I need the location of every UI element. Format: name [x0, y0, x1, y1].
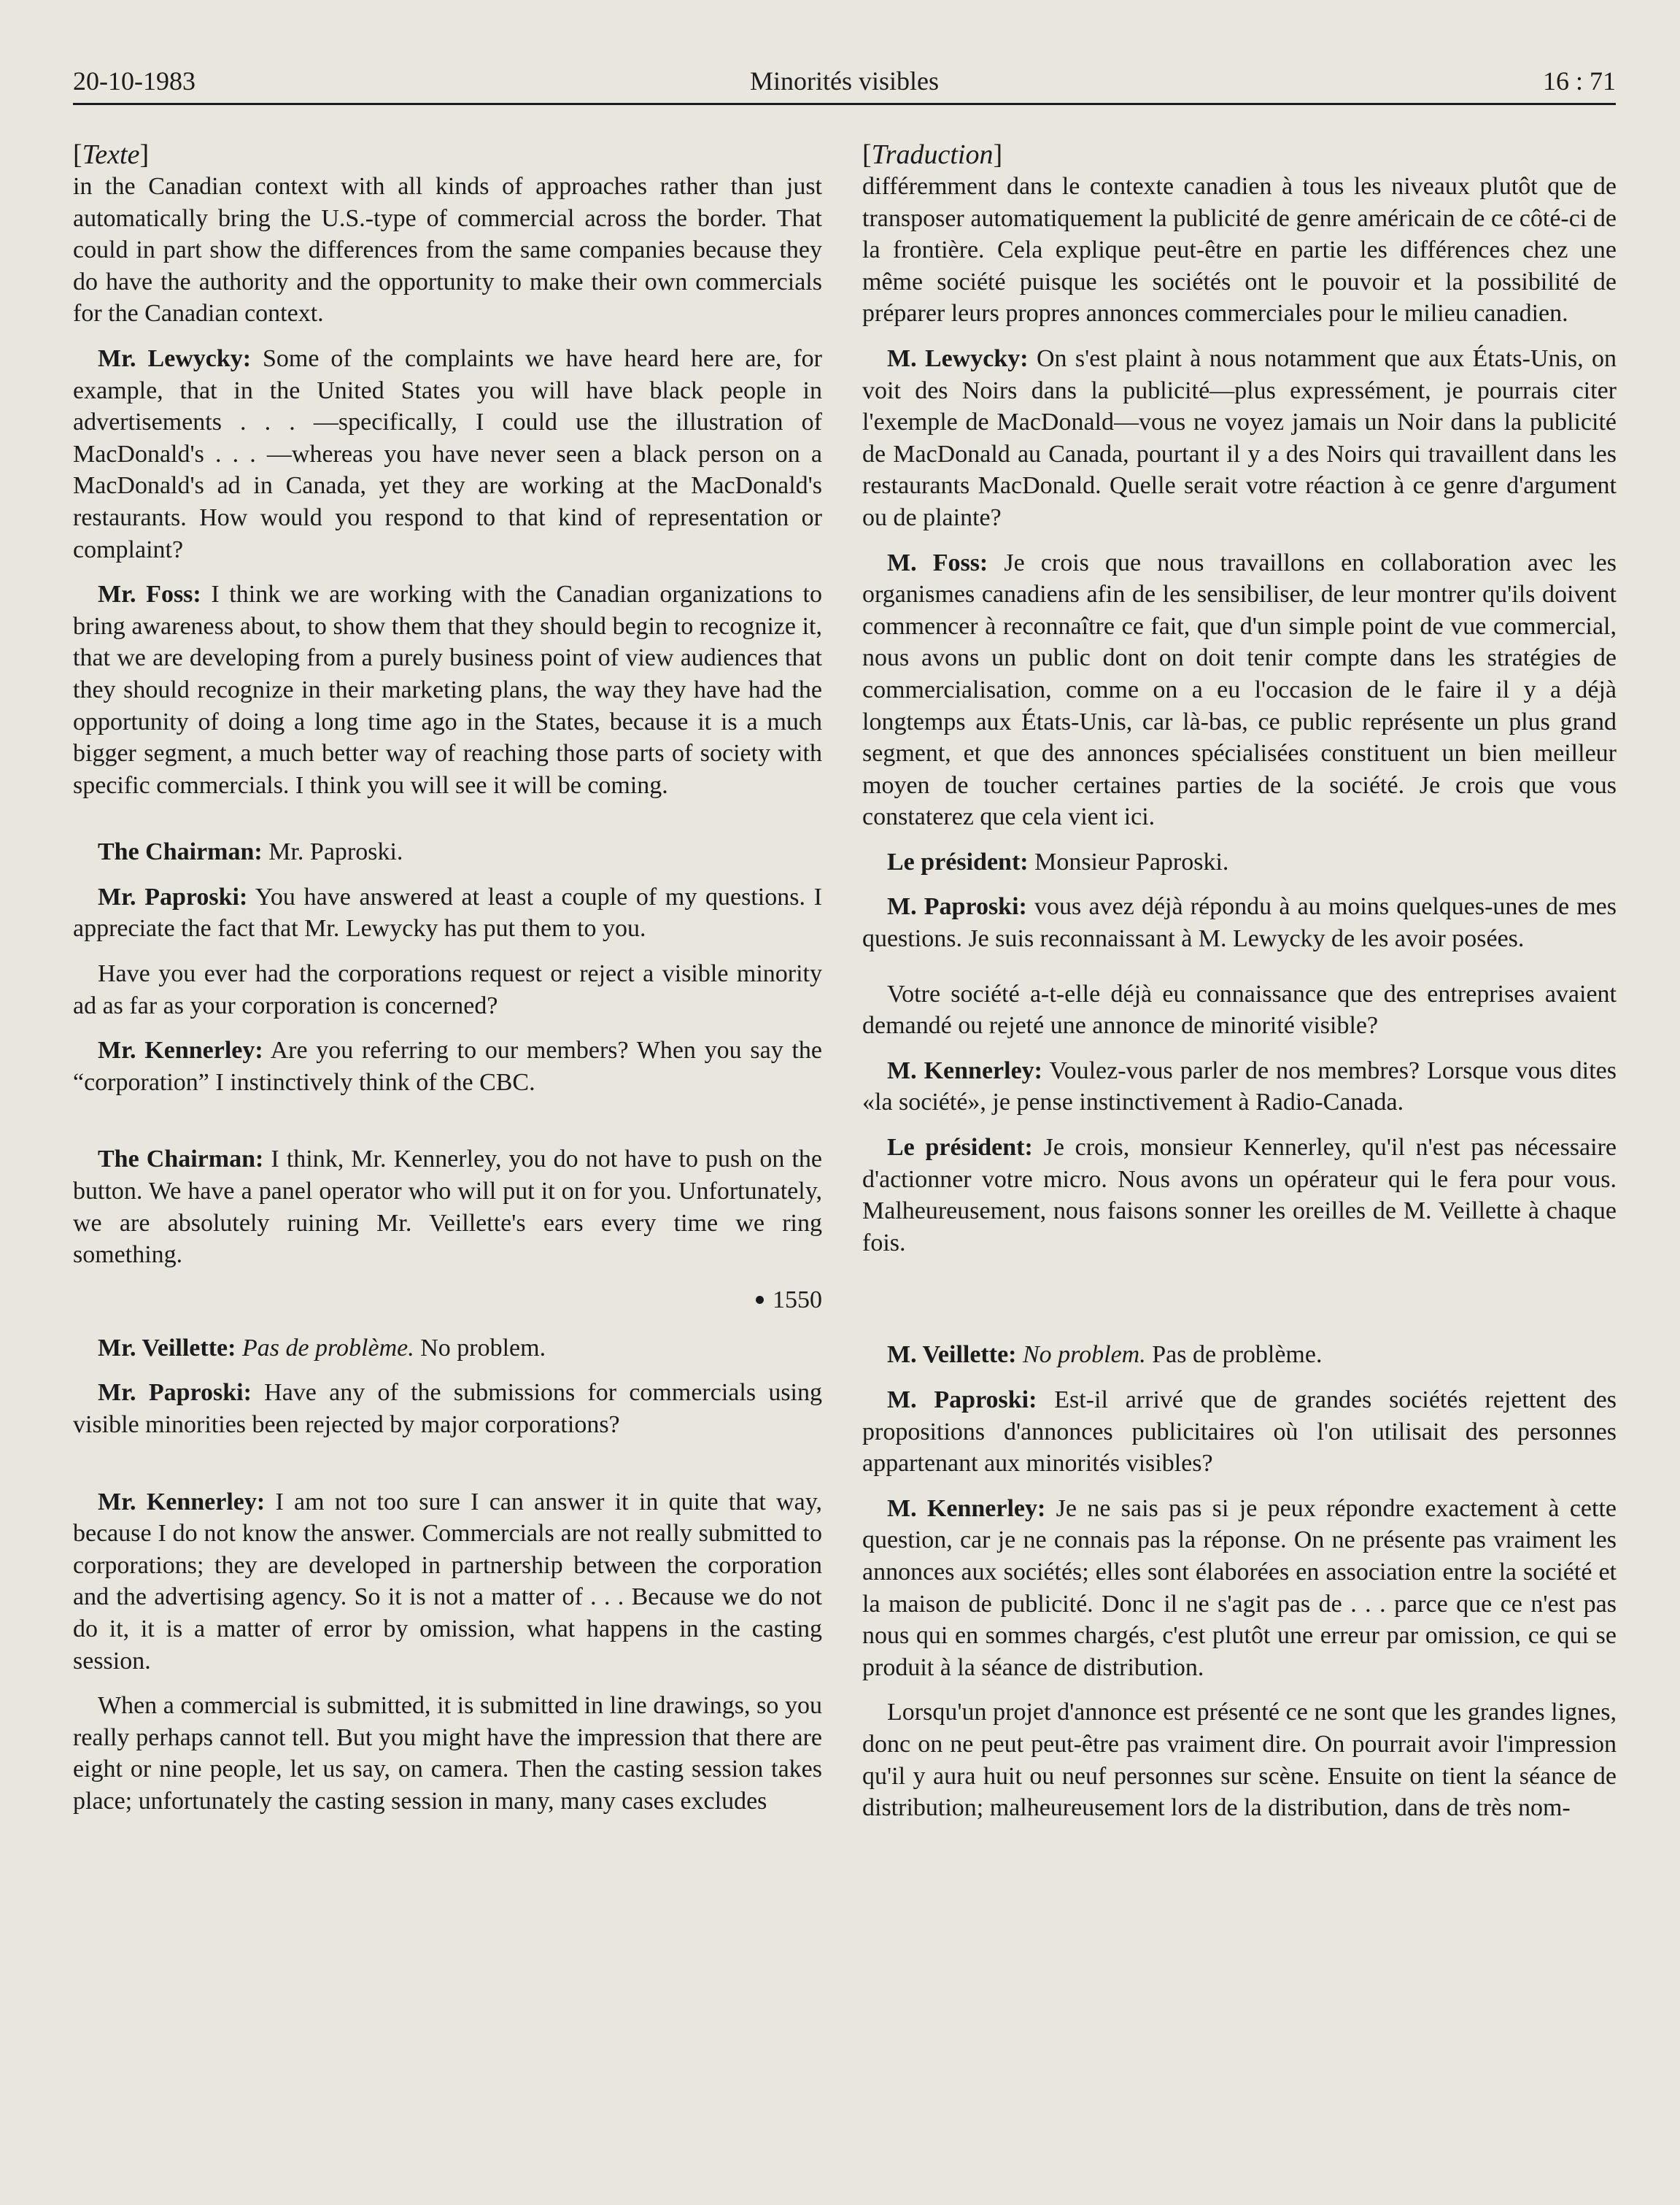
speaker-name: Mr. Lewycky:	[98, 344, 252, 372]
column-label: [Traduction]	[862, 139, 1003, 170]
header-page-number: 16 : 71	[1542, 66, 1616, 96]
speaker-name: M. Paproski:	[887, 1386, 1037, 1413]
speech-lewycky: M. Lewycky: On s'est plaint à nous notamment que aux États-Unis, on voit des Noirs dans la publicité—plus expressément, je pourrais citer l'exemple de MacDonald—vous ne voyez jamais un Noir dans la publicité de MacDonald au Canada, pourtant il y a des Noirs qui travaillent dans les restaurants MacDonald. Quelle serait votre réaction à ce genre d'argument ou de plainte?	[862, 344, 1617, 531]
time-marker: 1550	[73, 1284, 822, 1316]
paragraph: différemment dans le contexte canadien à tous les niveaux plutôt que de transposer automatiquement la publicité de genre américain de ce côté-ci de la frontière. Cela explique peut-être en partie les différences chez une même société puisque les sociétés ont le pouvoir et la possibilité de préparer leurs propres annonces commerciales pour le milieu canadien.	[862, 173, 1617, 328]
speech-chairman: Le président: Monsieur Paproski.	[887, 848, 1229, 876]
header-rule	[73, 103, 1616, 105]
speaker-name: M. Foss:	[887, 549, 988, 576]
speaker-name: Mr. Paproski:	[98, 883, 248, 911]
speech-kennerley: Mr. Kennerley: I am not too sure I can answer it in quite that way, because I do not know the answer. Commercials are not really submitted to corporations; they are developed in partnership between the corporation and the advertising agency. So it is not a matter of . . . Because we do not do it, it is a matter of error by omission, what happens in the casting session.	[73, 1488, 822, 1675]
speech-veillette: Mr. Veillette: Pas de problème. No problem.	[98, 1334, 546, 1362]
speaker-name: Le président:	[887, 1134, 1033, 1162]
speech-foss: Mr. Foss: I think we are working with the Canadian organizations to bring awareness about, to show them that they should begin to recognize it, that we are developing from a purely business point of view audiences that they should recognize in their marketing plans, the way they have had the opportunity of doing a long time ago in the States, because it is a much bigger segment, a much better way of reaching those parts of society with specific commercials. I think you will see it will be coming.	[73, 581, 822, 799]
speaker-name: M. Veillette:	[887, 1341, 1017, 1369]
running-header	[73, 63, 1616, 99]
paragraph: Lorsqu'un projet d'annonce est présenté ce ne sont que les grandes lignes, donc on ne peut peut-être pas vraiment dire. On pourrait avoir l'impression qu'il y aura huit ou neuf personnes sur scène. Ensuite on tient la séance de distribution; malheureusement lors de la distribution, dans de très nom-	[862, 1699, 1617, 1822]
english-column	[73, 139, 822, 1831]
french-column	[862, 139, 1617, 1837]
bullet-icon	[756, 1296, 764, 1304]
speech-veillette: M. Veillette: No problem. Pas de problème.	[887, 1341, 1323, 1369]
paragraph: in the Canadian context with all kinds of approaches rather than just automatically bring the U.S.-type of commercial across the border. That could in part show the differences from the same companies because they do have the authority and the opportunity to make their own commercials for the Canadian context.	[73, 173, 822, 328]
speaker-name: M. Paproski:	[887, 893, 1027, 921]
speaker-name: The Chairman:	[98, 838, 263, 866]
paragraph: Have you ever had the corporations request or reject a visible minority ad as far as your corporation is concerned?	[73, 960, 822, 1019]
paragraph: When a commercial is submitted, it is submitted in line drawings, so you really perhaps cannot tell. But you might have the impression that there are eight or nine people, let us say, on camera. Then the casting session takes place; unfortunately the casting session in many, many cases excludes	[73, 1692, 822, 1815]
paragraph: Votre société a-t-elle déjà eu connaissance que des entreprises avaient demandé ou rejeté une annonce de minorité visible?	[862, 980, 1617, 1040]
speaker-name: M. Kennerley:	[887, 1057, 1042, 1084]
header-title: Minorités visibles	[750, 66, 939, 96]
speaker-name: M. Kennerley:	[887, 1494, 1046, 1522]
column-label: [Texte]	[73, 139, 150, 170]
speaker-name: Mr. Veillette:	[98, 1334, 236, 1362]
speaker-name: M. Lewycky:	[887, 344, 1029, 372]
speech-chairman: Le président: Je crois, monsieur Kennerley, qu'il n'est pas nécessaire d'actionner votre micro. Nous avons un opérateur qui le fera pour vous. Malheureusement, nous faisons sonner les oreilles de M. Veillette à chaque fois.	[862, 1134, 1617, 1256]
speech-kennerley: M. Kennerley: Je ne sais pas si je peux répondre exactement à cette question, car je ne connais pas la réponse. On ne présente pas vraiment les annonces aux sociétés; elles sont élaborées en association entre la société et la maison de publicité. Donc il ne s'agit pas de . . . parce que ce n'est pas nous qui en sommes chargés, c'est plutôt une erreur par omission, ce qui se produit à la séance de distribution.	[862, 1494, 1617, 1681]
speech-kennerley: M. Kennerley: Voulez-vous parler de nos membres? Lorsque vous dites «la société», je pense instinctivement à Radio-Canada.	[862, 1057, 1617, 1116]
speech-lewycky: Mr. Lewycky: Some of the complaints we have heard here are, for example, that in the United States you will have black people in advertisements . . . —specifically, I could use the illustration of MacDonald's . . . —whereas you have never seen a black person on a MacDonald's ad in Canada, yet they are working at the MacDonald's restaurants. How would you respond to that kind of representation or complaint?	[73, 344, 822, 563]
speech-chairman: The Chairman: Mr. Paproski.	[98, 838, 403, 866]
speaker-name: Mr. Paproski:	[98, 1379, 252, 1407]
speaker-name: The Chairman:	[98, 1146, 264, 1173]
speaker-name: Mr. Kennerley:	[98, 1037, 263, 1065]
speech-foss: M. Foss: Je crois que nous travaillons en collaboration avec les organismes canadiens afin de les sensibiliser, de leur montrer qu'ils doivent commencer à reconnaître ce fait, que d'un simple point de vue commercial, nous avons un public dont on doit tenir compte dans les stratégies de commercialisation, comme on a eu l'occasion de le faire il y a déjà longtemps aux États-Unis, car là-bas, ce public représente un plus grand segment, et que des annonces spécialisées constituent un bien meilleur moyen de toucher certaines parties de la société. Je crois que vous constaterez que cela vient ici.	[862, 549, 1617, 831]
speaker-name: Mr. Foss:	[98, 581, 201, 609]
speaker-name: Le président:	[887, 848, 1029, 876]
speech-paproski: M. Paproski: vous avez déjà répondu à au moins quelques-unes de mes questions. Je suis reconnaissant à M. Lewycky de les avoir posées.	[862, 893, 1617, 953]
speech-kennerley: Mr. Kennerley: Are you referring to our members? When you say the “corporation” I instinctively think of the CBC.	[73, 1037, 822, 1096]
speech-paproski: Mr. Paproski: You have answered at least a couple of my questions. I appreciate the fact that Mr. Lewycky has put them to you.	[73, 883, 822, 943]
speech-chairman: The Chairman: I think, Mr. Kennerley, you do not have to push on the button. We have a panel operator who will put it on for you. Unfortunately, we are absolutely ruining Mr. Veillette's ears every time we ring something.	[73, 1146, 823, 1269]
speech-paproski: M. Paproski: Est-il arrivé que de grandes sociétés rejettent des propositions d'annonces publicitaires où l'on utilisait des personnes appartenant aux minorités visibles?	[862, 1386, 1617, 1478]
speaker-name: Mr. Kennerley:	[98, 1488, 266, 1515]
speech-paproski: Mr. Paproski: Have any of the submissions for commercials using visible minorities been rejected by major corporations?	[73, 1379, 822, 1438]
header-date: 20-10-1983	[73, 66, 196, 96]
